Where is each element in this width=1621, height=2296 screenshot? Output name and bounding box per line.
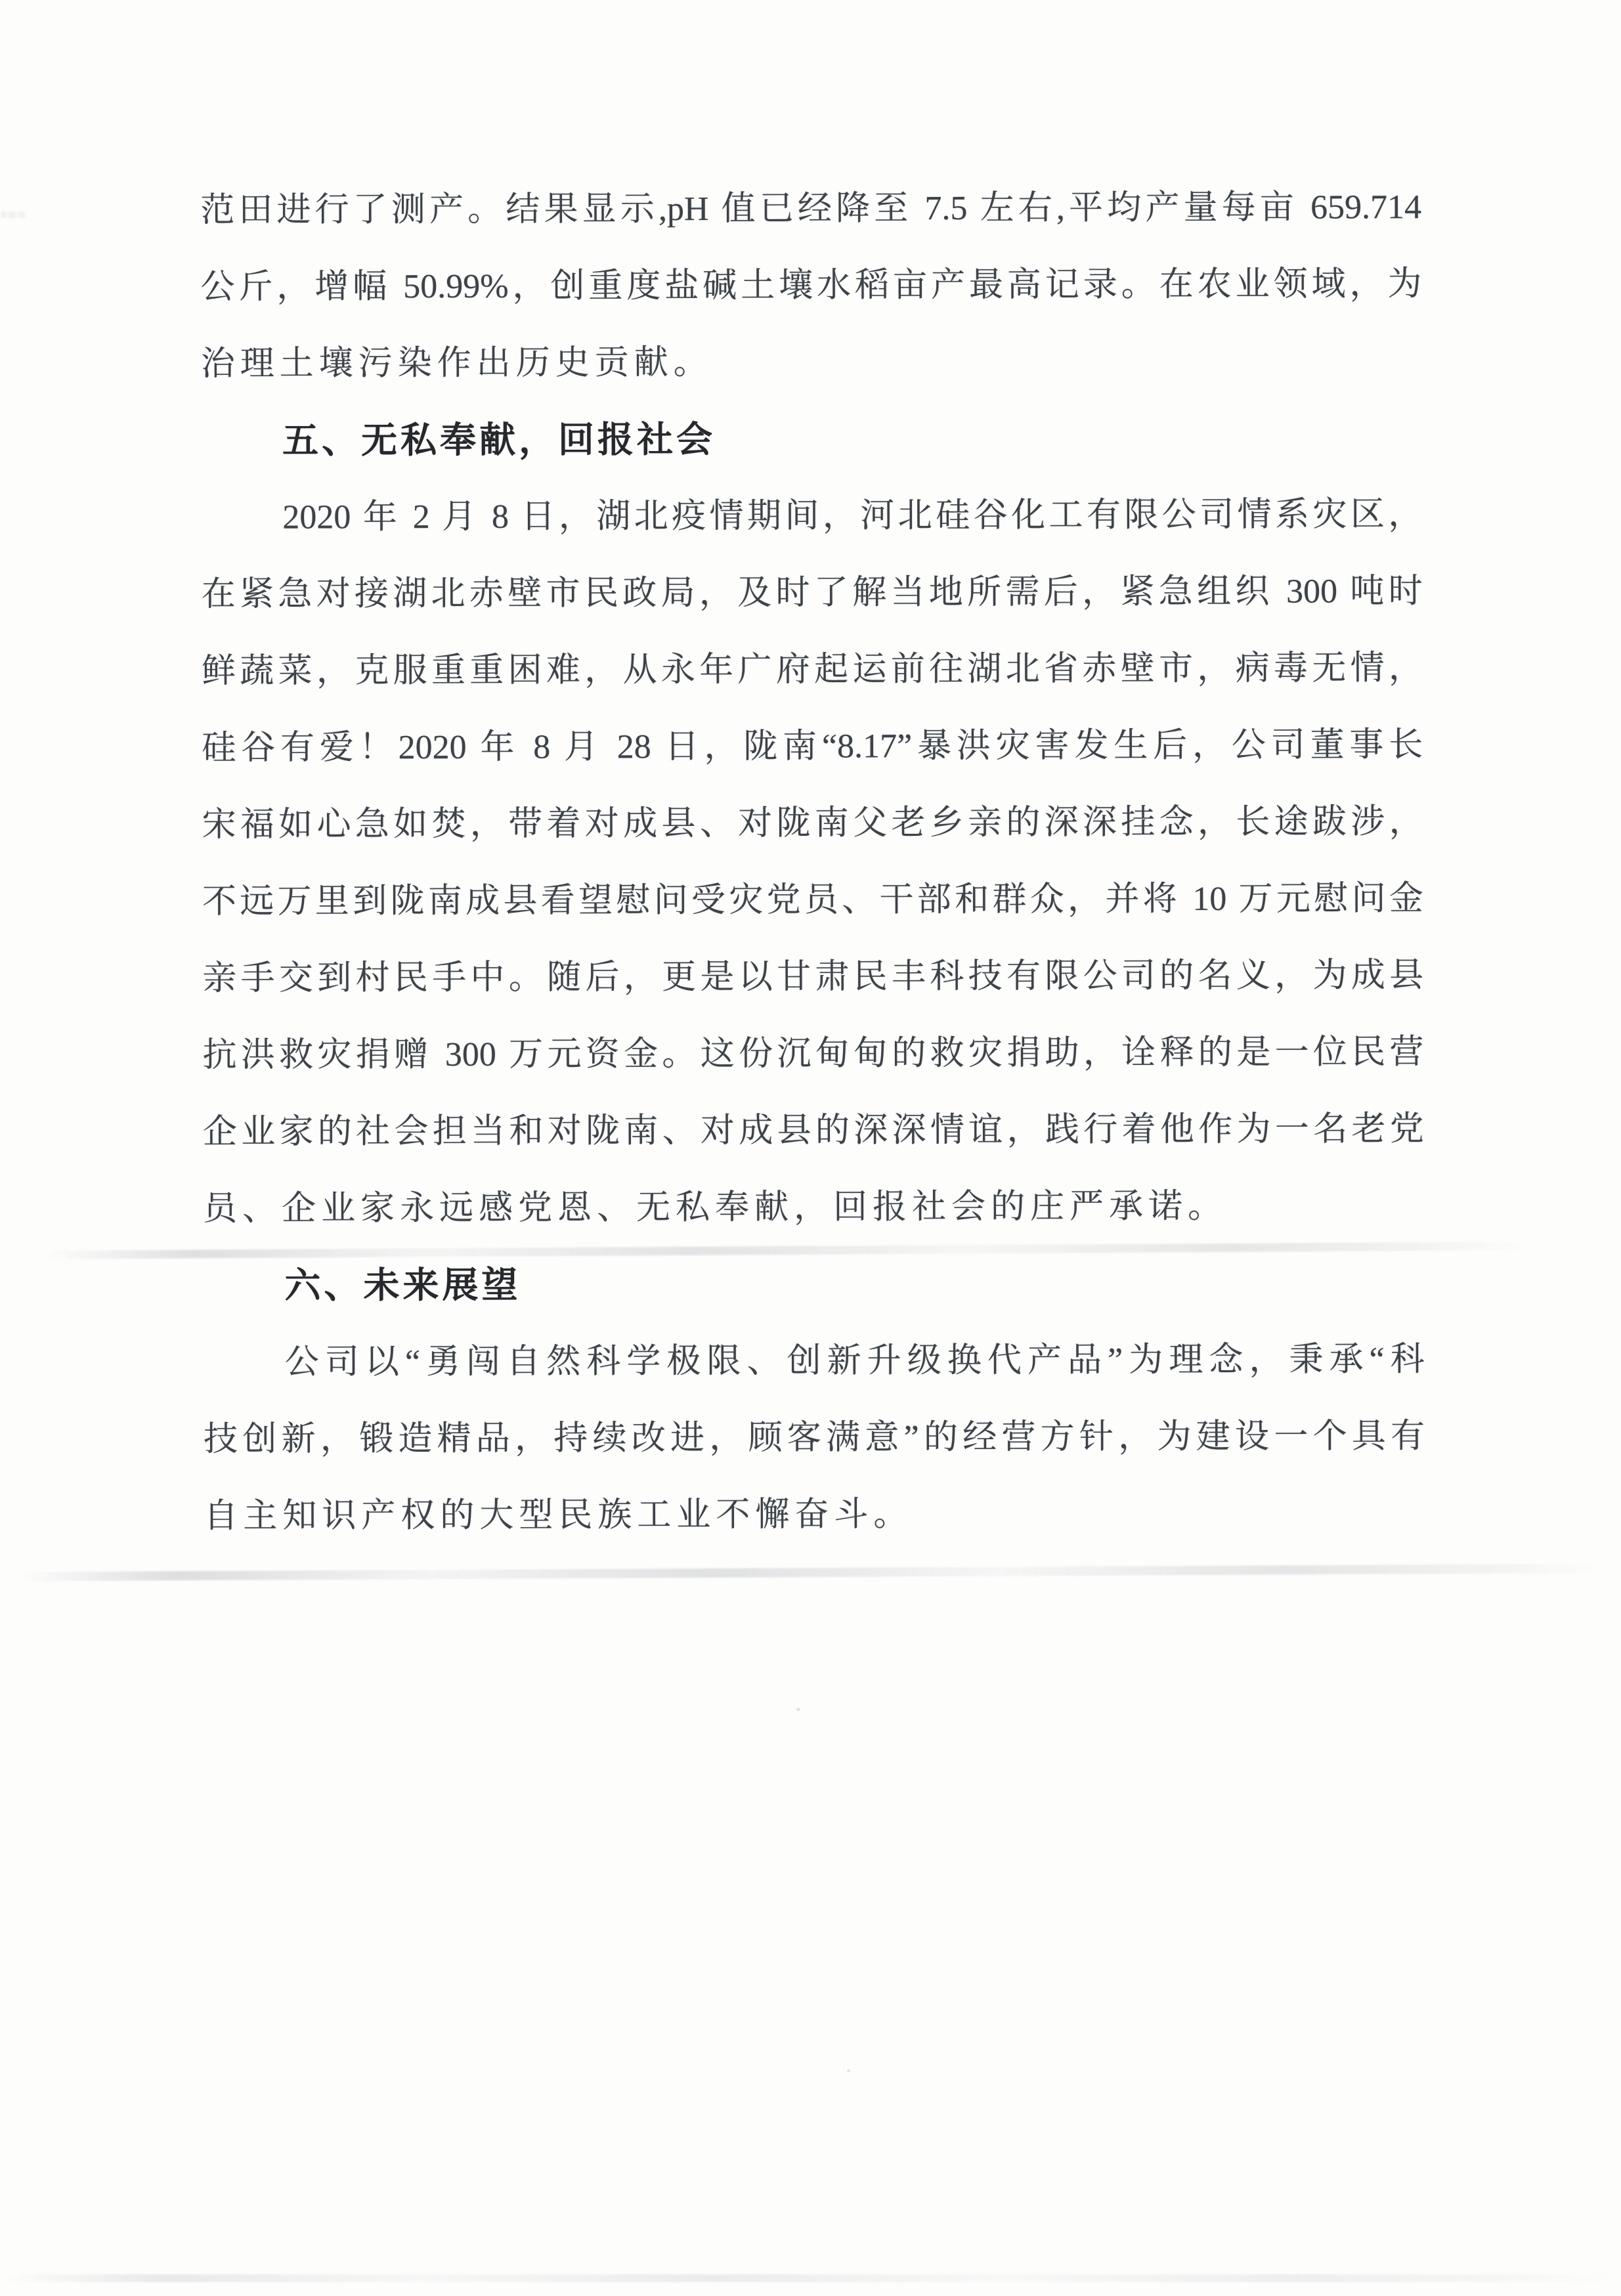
text-line: 企业家的社会担当和对陇南、对成县的深深情谊，践行着他作为一名老党 (202, 1110, 1424, 1151)
text-line: 自主知识产权的大型民族工业不懈奋斗。 (204, 1496, 913, 1535)
text-line: 在紧急对接湖北赤壁市民政局，及时了解当地所需后，紧急组织 300 吨时 (201, 573, 1423, 613)
text-line: 鲜蔬菜，克服重重困难，从永年广府起运前往湖北省赤壁市，病毒无情， (201, 649, 1423, 690)
text-line: 公司以“勇闯自然科学极限、创新升级换代产品”为理念，秉承“科 (284, 1341, 1425, 1381)
text-line: 治理土壤污染作出历史贡献。 (200, 343, 713, 383)
text-line: 抗洪救灾捐赠 300 万元资金。这份沉甸甸的救灾捐助，诠释的是一位民营 (202, 1033, 1424, 1074)
text-line: 范田进行了测产。结果显示,pH 值已经降至 7.5 左右,平均产量每亩 659.714 (200, 188, 1422, 229)
text-line: 硅谷有爱！2020 年 8 月 28 日，陇南“8.17”暴洪灾害发生后，公司董事长 (202, 726, 1423, 767)
text-line: 员、企业家永远感党恩、无私奉献，回报社会的庄严承诺。 (203, 1187, 1228, 1228)
text-line: 公斤，增幅 50.99%，创重度盐碱土壤水稻亩产最高记录。在农业领域，为 (200, 265, 1422, 306)
document-text-block (200, 169, 1425, 1555)
scan-speck (796, 1708, 800, 1711)
scan-smudge-left-edge (0, 211, 28, 218)
section-heading: 六、未来展望 (284, 1264, 521, 1306)
scan-smudge-below-text (20, 1564, 1602, 1582)
scan-speck (847, 2069, 850, 2072)
text-line: 亲手交到村民手中。随后，更是以甘肃民丰科技有限公司的名义，为成县 (202, 957, 1424, 997)
text-line: 不远万里到陇南成县看望慰问受灾党员、干部和群众，并将 10 万元慰问金 (202, 880, 1423, 921)
scan-smudge-bottom-edge (0, 2274, 1621, 2282)
section-heading: 五、无私奉献，回报社会 (282, 418, 716, 461)
text-line: 2020 年 2 月 8 日，湖北疫情期间，河北硅谷化工有限公司情系灾区， (282, 496, 1423, 536)
text-line: 技创新，锻造精品，持续改进，顾客满意”的经营方针，为建设一个具有 (203, 1418, 1425, 1458)
text-line: 宋福如心急如焚，带着对成县、对陇南父老乡亲的深深挂念，长途跋涉， (202, 803, 1423, 844)
